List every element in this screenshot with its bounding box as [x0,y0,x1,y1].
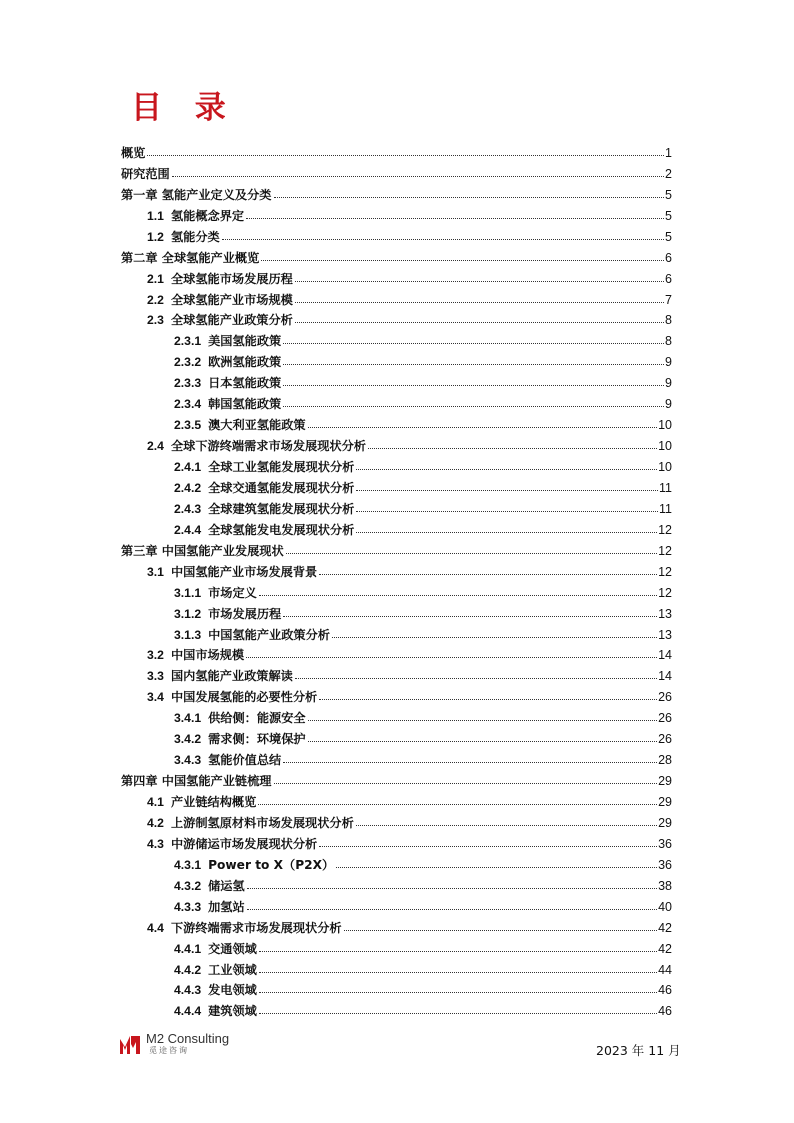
toc-entry[interactable] [121,872,672,893]
toc-entry-label: 国内氢能产业政策解读 [170,669,293,684]
toc-entry-label: 中游储运市场发展现状分析 [170,836,318,851]
toc-entry[interactable] [121,558,672,579]
toc-entry[interactable] [121,160,672,181]
toc-entry[interactable] [121,139,672,160]
toc-entry-number: 3.4.1 [174,711,202,726]
toc-entry[interactable] [121,683,672,704]
toc-entry-page: 11 [659,501,672,516]
toc-entry[interactable] [121,495,672,516]
toc-entry[interactable] [121,788,672,809]
toc-entry-label: 储运氢 [208,878,245,893]
toc-dot-leader [274,197,665,198]
toc-entry[interactable] [121,223,672,244]
toc-entry-number: 4.3.2 [174,878,202,893]
toc-entry-number: 3.4.3 [174,753,202,768]
toc-entry-page: 40 [658,899,672,914]
toc-dot-leader [356,532,657,533]
toc-entry-number: 3.1.2 [174,606,202,621]
toc-entry-page: 5 [665,229,672,244]
toc-dot-leader [258,804,657,805]
toc-entry-number: 2.3 [147,313,164,328]
toc-entry-label: 全球建筑氢能发展现状分析 [208,501,355,516]
toc-dot-leader [368,448,657,449]
toc-entry-label: 工业领域 [208,962,257,977]
toc-dot-leader [246,218,664,219]
toc-dot-leader [259,1013,657,1014]
toc-entry-page: 12 [658,564,672,579]
toc-dot-leader [283,762,657,763]
toc-entry-page: 26 [658,711,672,726]
toc-entry[interactable] [121,600,672,621]
toc-entry[interactable] [121,662,672,683]
toc-entry[interactable] [121,956,672,977]
toc-dot-leader [319,574,657,575]
toc-entry-number: 4.1 [147,795,164,809]
toc-entry-page: 14 [658,648,672,663]
toc-entry[interactable] [121,432,672,453]
toc-entry-number: 3.1.1 [174,585,202,600]
toc-entry-page: 36 [658,836,672,851]
toc-dot-leader [222,239,664,240]
toc-entry-label: 欧洲氢能政策 [208,355,282,370]
toc-entry-number: 1.1 [147,208,164,223]
toc-entry-number: 3.3 [147,669,164,684]
toc-entry[interactable] [121,914,672,935]
toc-dot-leader [295,302,664,303]
toc-entry-label: 发电领域 [208,983,257,998]
toc-entry[interactable] [121,411,672,432]
toc-entry-number: 3.4 [147,690,164,705]
toc-entry[interactable] [121,453,672,474]
toc-dot-leader [283,364,664,365]
toc-entry-page: 6 [665,271,672,286]
toc-entry-page: 9 [665,397,672,412]
toc-entry-number: 2.3.4 [174,397,202,412]
toc-entry-label: 供给侧：能源安全 [208,711,306,726]
toc-entry-page: 14 [658,669,672,684]
toc-entry[interactable] [121,202,672,223]
toc-entry[interactable] [121,348,672,369]
toc-entry[interactable] [121,704,672,725]
toc-entry-page: 29 [658,774,672,789]
toc-entry[interactable] [121,746,672,767]
toc-dot-leader [283,343,664,344]
toc-entry[interactable] [121,327,672,348]
toc-entry[interactable] [121,997,672,1018]
toc-entry-label: 第三章 中国氢能产业发展现状 [121,543,284,558]
toc-entry-number: 2.4.4 [174,522,202,537]
toc-entry[interactable] [121,809,672,830]
toc-entry-number: 2.4.1 [174,460,202,474]
toc-dot-leader [332,637,657,638]
toc-entry-page: 11 [659,480,672,495]
toc-entry-number: 2.1 [147,271,164,286]
toc-entry[interactable] [121,265,672,286]
toc-entry-label: 中国发展氢能的必要性分析 [170,690,318,705]
toc-entry[interactable] [121,244,672,265]
toc-entry-page: 29 [658,815,672,830]
toc-entry-number: 2.3.3 [174,376,202,391]
toc-entry-page: 5 [665,187,672,202]
toc-entry-label: 市场发展历程 [208,606,282,621]
toc-entry-label: 产业链结构概览 [170,795,257,809]
toc-dot-leader [247,888,657,889]
toc-entry-label: 全球氢能产业政策分析 [170,313,293,328]
toc-entry-label: 全球工业氢能发展现状分析 [208,460,355,474]
toc-entry-label: 需求侧：环境保护 [208,732,306,747]
toc-entry-page: 12 [658,543,672,558]
toc-dot-leader [246,657,657,658]
toc-entry-number: 4.4.1 [174,941,202,956]
toc-entry-label: 氢能分类 [170,229,220,244]
toc-dot-leader [261,260,664,261]
toc-entry-page: 13 [658,627,672,642]
toc-entry-number: 4.4.3 [174,983,202,998]
toc-entry-page: 8 [665,334,672,349]
toc-entry[interactable] [121,935,672,956]
toc-entry-page: 10 [658,439,672,454]
toc-entry-page: 42 [658,941,672,956]
toc-entry-page: 36 [658,857,672,872]
toc-entry-label: 建筑领域 [208,1004,257,1019]
toc-entry-label: 美国氢能政策 [208,334,282,349]
toc-dot-leader [295,322,664,323]
toc-entry-number: 2.2 [147,292,164,307]
table-of-contents [121,139,672,1018]
toc-entry-number: 4.4.2 [174,962,202,977]
toc-entry-page: 12 [658,522,672,537]
toc-entry-label: 氢能概念界定 [170,208,245,223]
toc-dot-leader [274,783,658,784]
toc-entry-page: 12 [658,585,672,600]
toc-entry-label: 全球氢能发电发展现状分析 [208,522,355,537]
toc-entry[interactable] [121,369,672,390]
toc-entry-label: 全球下游终端需求市场发展现状分析 [170,439,366,454]
toc-dot-leader [308,427,657,428]
logo-english-text: M2 Consulting [146,1031,230,1046]
toc-entry[interactable] [121,642,672,663]
toc-dot-leader [319,699,657,700]
toc-entry-label: 澳大利亚氢能政策 [208,418,306,433]
toc-entry-page: 5 [665,208,672,223]
toc-entry[interactable] [121,474,672,495]
toc-entry[interactable] [121,621,672,642]
toc-entry-page: 10 [658,460,672,474]
toc-dot-leader [247,909,657,910]
toc-entry-page: 29 [658,795,672,809]
toc-entry-page: 44 [658,962,672,977]
toc-entry-label: 第一章 氢能产业定义及分类 [121,187,272,202]
toc-entry-page: 46 [658,1004,672,1019]
toc-entry-page: 10 [658,418,672,433]
toc-entry-page: 9 [665,376,672,391]
toc-entry-page: 8 [665,313,672,328]
toc-entry-number: 2.3.1 [174,334,202,349]
toc-dot-leader [308,741,657,742]
toc-entry[interactable] [121,181,672,202]
toc-entry-label: 上游制氢原材料市场发展现状分析 [170,815,354,830]
toc-entry[interactable] [121,390,672,411]
toc-entry-label: 加氢站 [208,899,245,914]
toc-entry-page: 13 [658,606,672,621]
toc-dot-leader [283,616,657,617]
toc-entry-label: 第四章 中国氢能产业链梳理 [121,774,272,789]
toc-entry-label: 下游终端需求市场发展现状分析 [170,920,342,935]
toc-entry[interactable] [121,286,672,307]
toc-entry-label: 韩国氢能政策 [208,397,282,412]
toc-dot-leader [356,490,658,491]
toc-dot-leader [259,595,657,596]
toc-dot-leader [259,951,657,952]
toc-dot-leader [356,825,657,826]
m2-logo-icon [119,1033,141,1055]
toc-dot-leader [172,176,664,177]
toc-dot-leader [259,992,657,993]
toc-dot-leader [283,385,664,386]
toc-dot-leader [259,972,657,973]
toc-entry-page: 46 [658,983,672,998]
toc-entry-number: 3.1 [147,564,164,579]
toc-entry-label: 第二章 全球氢能产业概览 [121,250,260,265]
toc-entry-label: 中国市场规模 [170,648,245,663]
toc-dot-leader [356,511,658,512]
toc-dot-leader [308,720,657,721]
toc-entry[interactable] [121,537,672,558]
publication-date: 2023 年 11 月 [596,1043,681,1058]
toc-dot-leader [295,281,664,282]
toc-entry-label: 市场定义 [208,585,257,600]
toc-entry-page: 9 [665,355,672,370]
company-logo [119,1032,229,1056]
toc-entry-label: 中国氢能产业政策分析 [208,627,330,642]
toc-entry-number: 2.4.3 [174,501,202,516]
toc-dot-leader [295,678,657,679]
toc-entry-number: 4.4.4 [174,1004,202,1019]
toc-entry-page: 1 [665,145,672,160]
toc-entry[interactable] [121,851,672,872]
toc-entry-label: 全球氢能市场发展历程 [170,271,293,286]
toc-entry[interactable] [121,767,672,788]
toc-entry-page: 26 [658,690,672,705]
logo-chinese-text: 觅途咨询 [149,1046,189,1055]
toc-entry[interactable] [121,579,672,600]
toc-entry-page: 38 [658,878,672,893]
toc-entry-number: 4.3 [147,836,164,851]
toc-entry-number: 4.4 [147,920,164,935]
toc-entry[interactable] [121,830,672,851]
toc-dot-leader [286,553,657,554]
toc-entry-page: 26 [658,732,672,747]
toc-entry[interactable] [121,977,672,998]
toc-entry-number: 4.3.3 [174,899,202,914]
toc-dot-leader [283,406,664,407]
toc-dot-leader [344,930,658,931]
page-title: 目 录 [131,90,237,126]
toc-entry[interactable] [121,516,672,537]
toc-entry[interactable] [121,725,672,746]
toc-entry[interactable] [121,893,672,914]
toc-dot-leader [356,469,657,470]
toc-entry-label: 概览 [121,145,146,160]
toc-entry-page: 28 [658,753,672,768]
toc-entry-number: 1.2 [147,229,164,244]
toc-entry-label: 全球氢能产业市场规模 [170,292,293,307]
toc-entry[interactable] [121,307,672,328]
toc-entry-number: 4.3.1 [174,857,202,872]
toc-entry-page: 2 [665,166,672,181]
toc-entry-page: 6 [665,250,672,265]
toc-dot-leader [147,155,664,156]
toc-entry-label: 研究范围 [121,166,170,181]
toc-entry-number: 2.3.2 [174,355,202,370]
toc-entry-label: 交通领域 [208,941,257,956]
toc-entry-number: 2.4 [147,439,164,454]
toc-entry-label: 氢能价值总结 [208,753,282,768]
toc-entry-label: Power to X（P2X） [208,857,335,872]
toc-entry-number: 3.1.3 [174,627,202,642]
toc-entry-label: 全球交通氢能发展现状分析 [208,480,355,495]
toc-dot-leader [319,846,657,847]
toc-entry-label: 日本氢能政策 [208,376,282,391]
toc-entry-number: 2.3.5 [174,418,202,433]
toc-entry-number: 4.2 [147,815,164,830]
toc-entry-number: 2.4.2 [174,480,202,495]
toc-entry-label: 中国氢能产业市场发展背景 [170,564,318,579]
toc-entry-page: 7 [665,292,672,307]
toc-entry-number: 3.4.2 [174,732,202,747]
toc-entry-number: 3.2 [147,648,164,663]
toc-entry-page: 42 [658,920,672,935]
toc-dot-leader [336,867,657,868]
